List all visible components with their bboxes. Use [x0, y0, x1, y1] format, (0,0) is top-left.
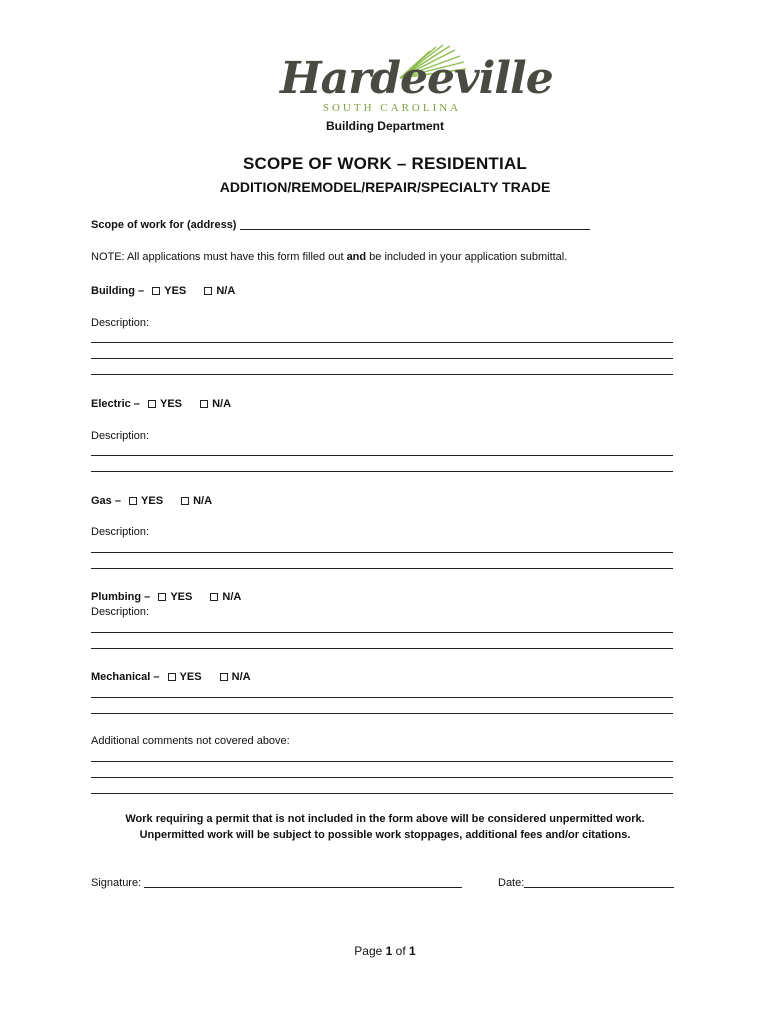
mechanical-row	[91, 670, 251, 684]
note-emphasis: and	[346, 251, 367, 263]
gas-row	[91, 494, 212, 508]
address-field[interactable]	[240, 219, 590, 230]
building-description-line[interactable]	[91, 358, 673, 359]
electric-row	[91, 397, 231, 411]
note-text	[91, 250, 567, 264]
mechanical-description-line[interactable]	[91, 697, 673, 698]
gas-na-checkbox[interactable]	[181, 497, 189, 505]
plumbing-description-line[interactable]	[91, 648, 673, 649]
permit-notice-line1: Work requiring a permit that is not included in the form above will be considered unpermitted work.	[125, 813, 645, 825]
date-row	[498, 876, 674, 890]
form-subtitle: ADDITION/REMODEL/REPAIR/SPECIALTY TRADE	[219, 179, 551, 195]
plumbing-label: Plumbing –	[91, 591, 151, 603]
address-row	[91, 218, 590, 232]
gas-label: Gas –	[91, 495, 121, 507]
mechanical-description-line[interactable]	[91, 713, 673, 714]
mechanical-na-label: N/A	[231, 671, 251, 683]
page-word: Page	[354, 944, 383, 958]
gas-description-label: Description:	[91, 526, 150, 538]
logo-subtitle: SOUTH CAROLINA	[322, 102, 462, 114]
electric-yes-checkbox[interactable]	[148, 400, 156, 408]
gas-na-label: N/A	[193, 495, 213, 507]
plumbing-yes-checkbox[interactable]	[158, 593, 166, 601]
of-word: of	[395, 944, 406, 958]
plumbing-yes-label: YES	[170, 591, 193, 603]
page-number	[0, 944, 770, 958]
address-label: Scope of work for (address)	[91, 219, 237, 231]
gas-yes-label: YES	[141, 495, 164, 507]
plumbing-na-label: N/A	[222, 591, 242, 603]
signature-label: Signature:	[91, 877, 142, 889]
building-yes-label: YES	[164, 285, 187, 297]
electric-na-label: N/A	[212, 398, 232, 410]
mechanical-yes-label: YES	[179, 671, 202, 683]
mechanical-na-checkbox[interactable]	[220, 673, 228, 681]
plumbing-description-line[interactable]	[91, 632, 673, 633]
electric-yes-label: YES	[159, 398, 182, 410]
electric-description-line[interactable]	[91, 455, 673, 456]
comments-line[interactable]	[91, 793, 673, 794]
building-label: Building –	[91, 285, 145, 297]
date-field[interactable]	[524, 877, 674, 888]
building-na-checkbox[interactable]	[204, 287, 212, 295]
plumbing-na-checkbox[interactable]	[210, 593, 218, 601]
page-total: 1	[409, 944, 416, 958]
permit-notice-line2: Unpermitted work will be subject to possible work stoppages, additional fees and/or citations.	[139, 829, 631, 841]
electric-description-label: Description:	[91, 430, 150, 442]
electric-label: Electric –	[91, 398, 140, 410]
building-description-line[interactable]	[91, 342, 673, 343]
electric-na-checkbox[interactable]	[200, 400, 208, 408]
gas-description-line[interactable]	[91, 568, 673, 569]
building-description-line[interactable]	[91, 374, 673, 375]
comments-label: Additional comments not covered above:	[91, 735, 290, 747]
building-yes-checkbox[interactable]	[152, 287, 160, 295]
building-row	[91, 284, 235, 298]
building-description-label: Description:	[91, 317, 150, 329]
note-suffix: be included in your application submittal.	[366, 251, 568, 263]
form-title: SCOPE OF WORK – RESIDENTIAL	[242, 154, 528, 173]
gas-description-line[interactable]	[91, 552, 673, 553]
plumbing-description-label: Description:	[91, 606, 150, 618]
comments-line[interactable]	[91, 761, 673, 762]
signature-field[interactable]	[144, 877, 462, 888]
mechanical-yes-checkbox[interactable]	[168, 673, 176, 681]
mechanical-label: Mechanical –	[91, 671, 160, 683]
hardeeville-logo	[280, 44, 553, 120]
building-na-label: N/A	[216, 285, 236, 297]
plumbing-row	[91, 590, 241, 604]
electric-description-line[interactable]	[91, 471, 673, 472]
gas-yes-checkbox[interactable]	[129, 497, 137, 505]
note-prefix: NOTE: All applications must have this form filled out	[91, 251, 347, 263]
signature-row	[91, 876, 462, 890]
comments-line[interactable]	[91, 777, 673, 778]
logo-wordmark: Hardeeville	[280, 53, 553, 104]
department-name: Building Department	[325, 119, 444, 133]
page-current: 1	[385, 944, 393, 958]
date-label: Date:	[498, 877, 525, 889]
